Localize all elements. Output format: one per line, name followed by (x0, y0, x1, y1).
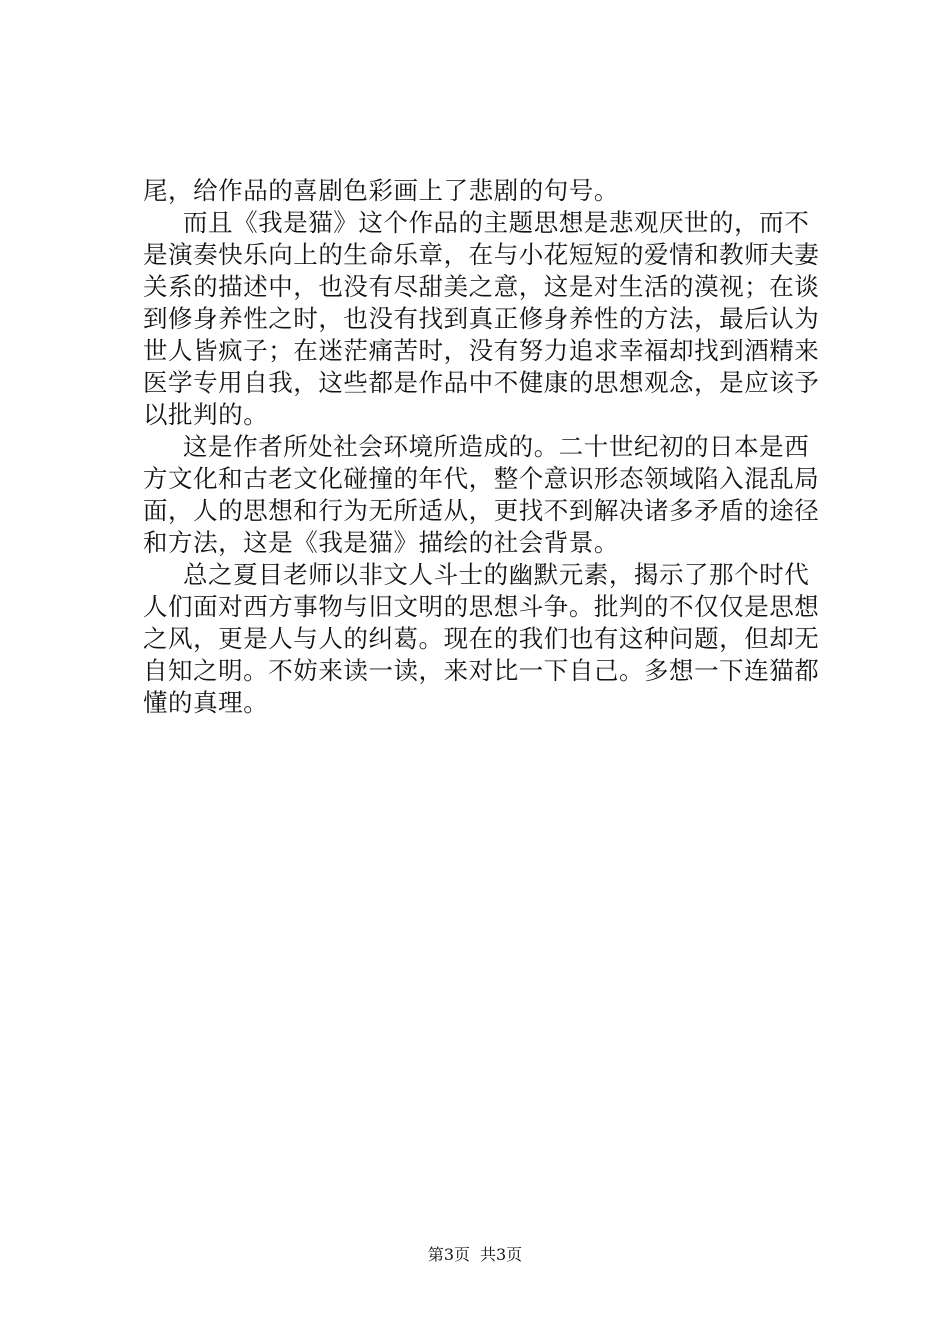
body-text (143, 175, 833, 719)
text-line: 到修身养性之时，也没有找到真正修身养性的方法，最后认为 (143, 304, 820, 333)
text-line: 人们面对西方事物与旧文明的思想斗争。批判的不仅仅是思想 (143, 592, 820, 621)
text-line: 和方法，这是《我是猫》描绘的社会背景。 (143, 528, 619, 557)
paragraph-start-line: 总之夏目老师以非文人斗士的幽默元素，揭示了那个时代 (183, 560, 810, 589)
text-line: 医学专用自我，这些都是作品中不健康的思想观念，是应该予 (143, 368, 820, 397)
text-line: 自知之明。不妨来读一读，来对比一下自己。多想一下连猫都 (143, 656, 820, 685)
paragraph-start-line: 这是作者所处社会环境所造成的。二十世纪初的日本是西 (183, 432, 810, 461)
text-line: 是演奏快乐向上的生命乐章，在与小花短短的爱情和教师夫妻 (143, 240, 820, 269)
text-line: 方文化和古老文化碰撞的年代，整个意识形态领域陷入混乱局 (143, 464, 820, 493)
text-line: 以批判的。 (143, 400, 269, 429)
text-line: 懂的真理。 (143, 688, 269, 717)
text-line: 之风，更是人与人的纠葛。现在的我们也有这种问题，但却无 (143, 624, 820, 653)
page-footer (0, 1245, 950, 1265)
text-line: 面，人的思想和行为无所适从，更找不到解决诸多矛盾的途径 (143, 496, 820, 525)
paragraph-start-line: 而且《我是猫》这个作品的主题思想是悲观厌世的，而不 (183, 208, 810, 237)
text-line: 尾，给作品的喜剧色彩画上了悲剧的句号。 (143, 176, 619, 205)
text-line: 关系的描述中，也没有尽甜美之意，这是对生活的漠视；在谈 (143, 272, 820, 301)
text-line: 世人皆疯子；在迷茫痛苦时，没有努力追求幸福却找到酒精来 (143, 336, 820, 365)
page-number: 第3页 (427, 1245, 470, 1264)
page-total: 共3页 (480, 1245, 523, 1264)
